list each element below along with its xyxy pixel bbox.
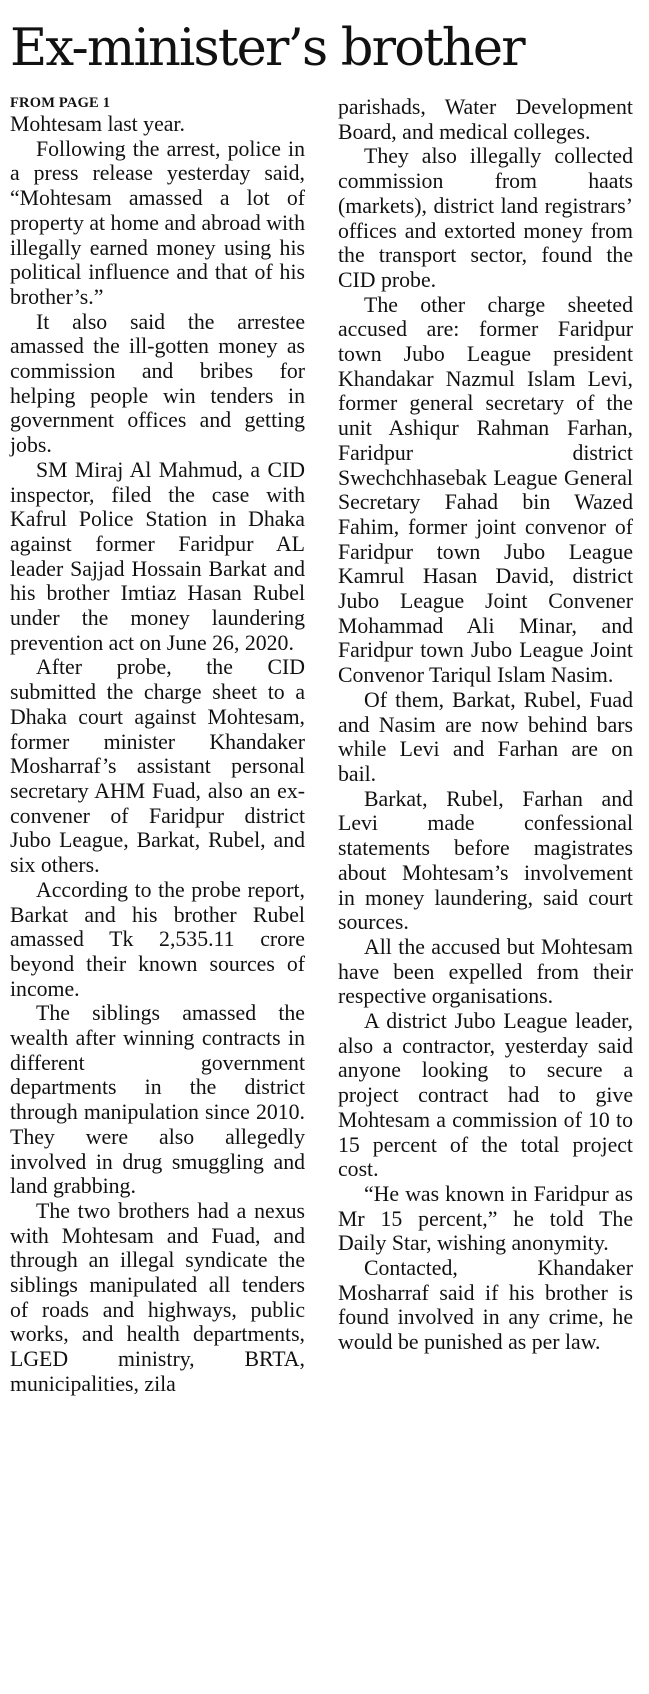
- paragraph: Following the arrest, police in a press release yesterday said, “Mohtesam amassed a lot of property at home and abroad with illegally earned money using his political influence and that of his brother’s.”: [10, 136, 305, 309]
- paragraph: Mohtesam last year.: [10, 112, 185, 136]
- paragraph: They also illegally collected commission from haats (markets), district land registrars’ offices and extorted money from the transport sector, found the CID probe.: [338, 144, 633, 292]
- paragraph: Barkat, Rubel, Farhan and Levi made confessional statements before magistrates about Mohtesam’s involvement in money laundering, said court sources.: [338, 786, 633, 935]
- headline: Ex-minister’s brother: [10, 19, 524, 78]
- paragraph: The other charge sheeted accused are: former Faridpur town Jubo League president Khandakar Nazmul Islam Levi, former general secretary of the unit Ashiqur Rahman Farhan, Faridpur district Swechchhasebak League General Secretary Fahad bin Wazed Fahim, former joint convenor of Faridpur town Jubo League Kamrul Hasan David, district Jubo League Joint Convener Mohammad Ali Minar, and Faridpur town Jubo League Joint Convenor Tariqul Islam Nasim.: [338, 292, 633, 688]
- paragraph: “He was known in Faridpur as Mr 15 percent,” he told The Daily Star, wishing anonymity.: [338, 1181, 633, 1256]
- paragraph: All the accused but Mohtesam have been expelled from their respective organisations.: [338, 934, 633, 1009]
- paragraph: Of them, Barkat, Rubel, Fuad and Nasim are now behind bars while Levi and Farhan are on bail.: [338, 687, 633, 786]
- paragraph: The siblings amassed the wealth after winning contracts in different government departments in the district through manipulation since 2010. They were also allegedly involved in drug smuggling and land grabbing.: [10, 1001, 305, 1199]
- paragraph: The two brothers had a nexus with Mohtesam and Fuad, and through an illegal syndicate the siblings manipulated all tenders of roads and highways, public works, and health departments, LGED ministry, BRTA, municipalities, zila: [10, 1198, 305, 1396]
- paragraph: It also said the arrestee amassed the ill-gotten money as commission and bribes for helping people win tenders in government offices and getting jobs.: [10, 309, 305, 458]
- dateline: FROM PAGE 1: [10, 95, 111, 111]
- paragraph: A district Jubo League leader, also a contractor, yesterday said anyone looking to secure a project contract had to give Mohtesam a commission of 10 to 15 percent of the total project cost.: [338, 1009, 633, 1182]
- paragraph: Contacted, Khandaker Mosharraf said if his brother is found involved in any crime, he would be punished as per law.: [338, 1256, 633, 1355]
- article-column-left: [10, 95, 305, 1397]
- paragraph: According to the probe report, Barkat and his brother Rubel amassed Tk 2,535.11 crore beyond their known sources of income.: [10, 877, 305, 1001]
- paragraph: After probe, the CID submitted the charge sheet to a Dhaka court against Mohtesam, former minister Khandaker Mosharraf’s assistant personal secretary AHM Fuad, also an ex-convener of Faridpur district Jubo League, Barkat, Rubel, and six others.: [10, 655, 305, 878]
- paragraph: parishads, Water Development Board, and medical colleges.: [338, 95, 633, 144]
- article-column-right: [338, 95, 633, 1355]
- paragraph: SM Miraj Al Mahmud, a CID inspector, filed the case with Kafrul Police Station in Dhaka against former Faridpur AL leader Sajjad Hossain Barkat and his brother Imtiaz Hasan Rubel under the money laundering prevention act on June 26, 2020.: [10, 457, 305, 655]
